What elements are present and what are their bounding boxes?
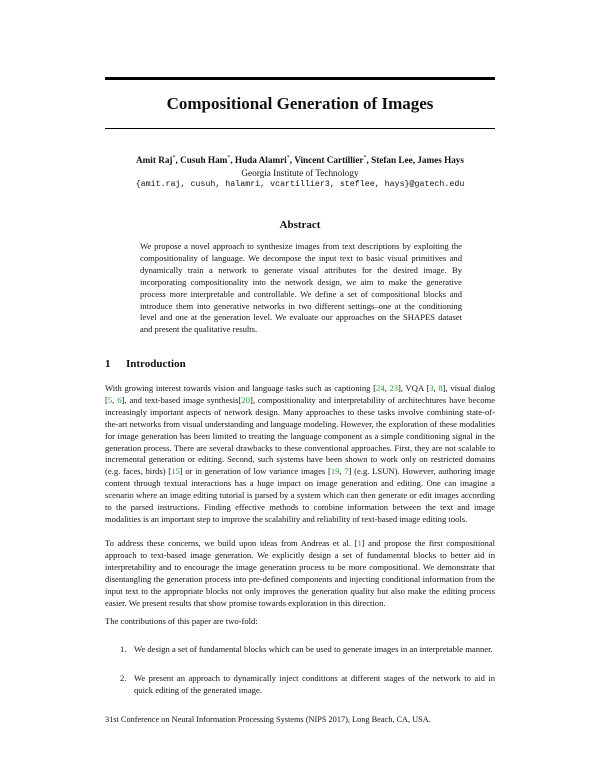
citation-link[interactable]: 3	[429, 383, 434, 393]
paragraph-text: ] (e.g. LSUN). However, authoring image content through textual interactions has a huge impact on image generation and editing. One can imagine a scenario where an image editing tutorial is parsed by a system which can then generate or edit images according to the parsed instructions. Finding effective methods to combine information between the text and image modalities is an important step to improve the scalability and reliability of text-based image editing tools.	[105, 466, 496, 524]
citation-link[interactable]: 5	[107, 394, 113, 405]
paragraph-text: With growing interest towards vision and language tasks such as captioning [	[105, 383, 377, 393]
abstract-heading: Abstract	[279, 219, 321, 231]
author: Vincent Cartillier*	[294, 155, 367, 166]
paragraph-text: ], VQA [	[398, 383, 430, 393]
paragraph-text: ] or in generation of low variance images [	[179, 466, 331, 477]
institution: Georgia Institute of Technology	[241, 168, 359, 178]
list-marker: 2.	[120, 673, 127, 683]
contribution-item	[120, 644, 495, 656]
paper-title: Compositional Generation of Images	[166, 94, 434, 113]
citation-link[interactable]: 20	[241, 394, 250, 405]
paragraph-text: ] and propose the first compositional approach to text-based image generation. We explicitly design a set of fundamental blocks to better aid in interpretability and to encourage the image generation process to be more compositional. We demonstrate that disentangling the generation process into pre-defined components and injecting conditional information from the input text to the appropriate blocks not only improves the generation quality but also make the editing process easier. We present results that show promise towards exploration in this direction.	[105, 538, 495, 608]
section-heading	[105, 358, 186, 370]
section-number: 1	[105, 358, 111, 370]
citation-link[interactable]: 8	[438, 383, 443, 393]
paragraph-text: To address these concerns, we build upon ideas from Andreas et al. [	[105, 538, 358, 548]
list-item-text: We present an approach to dynamically inject conditions at different stages of the network to aid in quick editing of the generated image.	[134, 673, 495, 695]
paragraph-text: ,	[112, 394, 118, 405]
paragraph-text: ], compositionality and interpretability of architechtures have become increasingly important aspects of network design. Many approaches to these tasks involve combining state-of-the-art networks from visual understanding and language modeling. However, the exploration of these modalities for image generation has been limited to treating the language component as a simple conditioning signal in the generation process. There are several drawbacks to these conventional approaches. First, they are not scalable to incremental generation or editing. Second, such systems have been shown to work only on restricted domains (e.g. faces, birds) [	[105, 394, 496, 477]
author: James Hays	[417, 155, 464, 166]
author: Amit Raj*	[136, 155, 176, 166]
citation-link[interactable]: 19	[330, 466, 340, 477]
list-marker: 1.	[120, 644, 127, 654]
citation-link[interactable]: 23	[389, 383, 399, 393]
intro-paragraph-1	[105, 383, 495, 526]
paragraph-text: ], and text-based image synthesis[	[121, 394, 242, 405]
abstract-text: We propose a novel approach to synthesize images from text descriptions by exploiting the compositionality of language. We decompose the input text to basic visual primitives and dynamically train a network to generate visual attributes for the desired image. By incorporating compositionality into the network design, we aim to make the generative process more interpretable and controllable. We define a set of compositional blocks and introduce them into generative networks in two different settings–one at the conditioning level and one at the generation level. We evaluate our approaches on the SHAPES dataset and present the qualitative results.	[140, 241, 462, 335]
section-title: Introduction	[126, 358, 186, 370]
paragraph-text: ], visual dialog [	[105, 383, 496, 405]
paragraph-text: ,	[384, 383, 390, 393]
author: Stefan Lee	[371, 155, 413, 166]
author-emails: {amit.raj, cusuh, halamri, vcartillier3, steflee, hays}@gatech.edu	[135, 180, 465, 189]
citation-link[interactable]: 7	[344, 466, 349, 477]
contributions-lead: The contributions of this paper are two-fold:	[105, 616, 258, 626]
title-rule-top	[105, 77, 495, 80]
author: Cusuh Ham*	[180, 155, 231, 166]
list-item-text: We design a set of fundamental blocks which can be used to generate images in an interpretable manner.	[134, 644, 493, 654]
citation-link[interactable]: 24	[376, 383, 385, 393]
conference-footnote: 31st Conference on Neural Information Processing Systems (NIPS 2017), Long Beach, CA, USA.	[105, 715, 431, 724]
paragraph-text: ,	[339, 466, 345, 477]
author-list: Amit Raj*, Cusuh Ham*, Huda Alamri*, Vincent Cartillier*, Stefan Lee, James Hays	[136, 155, 464, 166]
citation-link[interactable]: 1	[357, 538, 362, 548]
citation-link[interactable]: 15	[171, 466, 180, 477]
contribution-item	[120, 673, 495, 697]
citation-link[interactable]: 6	[117, 394, 122, 405]
paragraph-text: ,	[433, 383, 439, 393]
title-rule-bottom	[105, 128, 495, 129]
intro-paragraph-2	[105, 538, 495, 609]
author: Huda Alamri*	[234, 155, 290, 166]
